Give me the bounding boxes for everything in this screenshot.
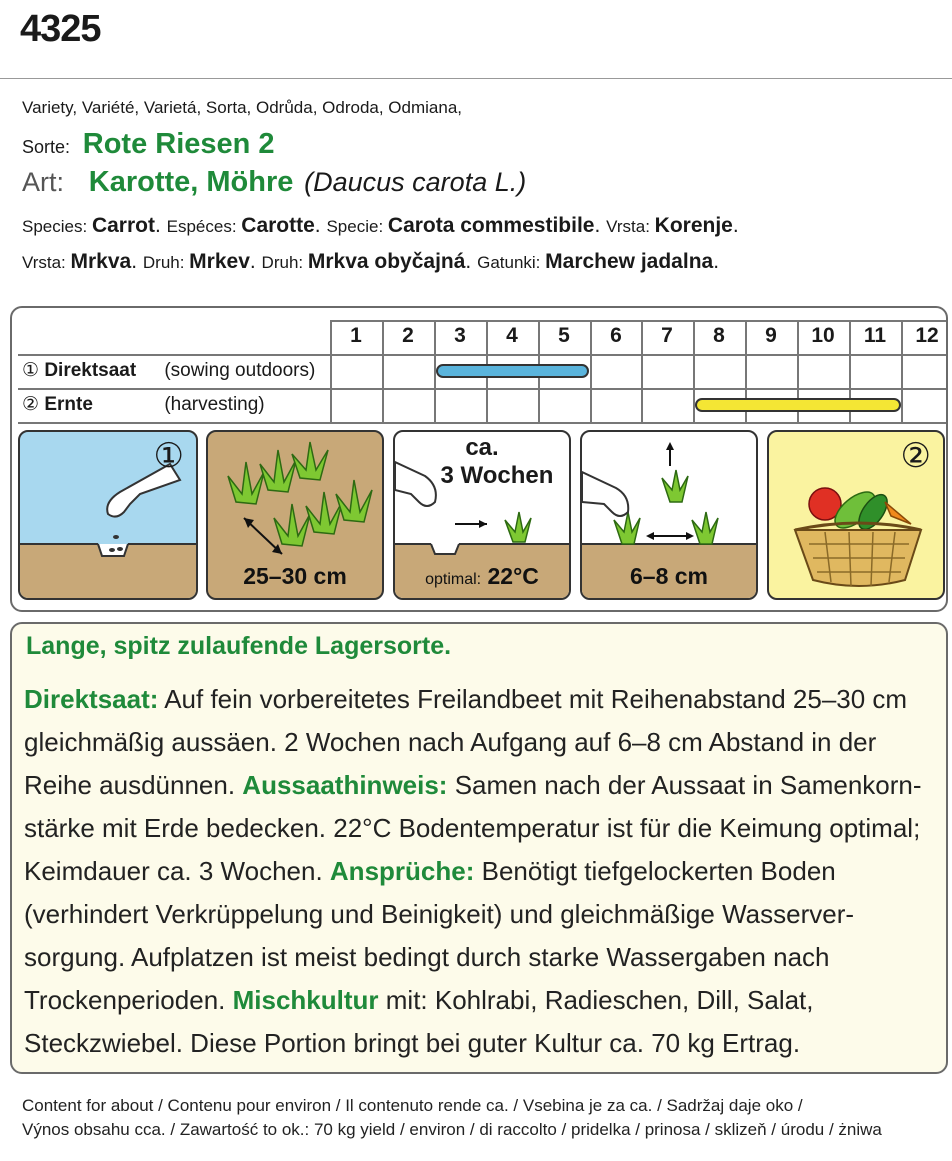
art-label: Art: (22, 167, 65, 197)
species-lang-label: Vrsta: (606, 217, 655, 236)
grid-line (18, 422, 946, 424)
month-label: 11 (863, 324, 887, 347)
description-text: mit: Kohlrabi, Radieschen, Dill, Salat, (378, 985, 814, 1015)
species-translations-2 (22, 250, 719, 274)
row-spacing-caption: 25–30 cm (243, 563, 347, 589)
month-label: 10 (811, 324, 835, 347)
row-translation: (harvesting) (164, 394, 265, 415)
species-lang-name: Mrkva obyčajná (307, 250, 466, 273)
species-separator: . (594, 214, 607, 237)
temperature-value: 22°C (487, 563, 539, 589)
species-lang-name: Carrot (91, 214, 155, 237)
temperature-label: optimal: (425, 571, 482, 588)
description-text: Benötigt tiefgelockerten Boden (474, 856, 836, 886)
row-activity: Direktsaat (44, 360, 137, 381)
month-label: 6 (610, 324, 622, 347)
art-row (22, 166, 526, 199)
description-heading: Aussaathinweis: (242, 770, 448, 800)
description-text: Steckzwiebel. Diese Portion bringt bei guter Kultur ca. 70 kg Ertrag. (24, 1028, 801, 1058)
row-activity: Ernte (44, 394, 93, 415)
variety-name: Rote Riesen 2 (82, 128, 275, 160)
description-line (24, 678, 934, 721)
calendar-row-label (22, 393, 265, 416)
species-lang-label: Species: (22, 217, 92, 236)
species-lang-label: Vrsta: (22, 253, 71, 272)
species-separator: . (154, 214, 167, 237)
description-line (24, 979, 934, 1022)
row-marker: ② (22, 394, 45, 415)
species-separator: . (713, 250, 720, 273)
species-translations-1 (22, 214, 739, 238)
description-text: Keimdauer ca. 3 Wochen. (24, 856, 330, 886)
header-divider (0, 78, 952, 79)
grid-line (18, 388, 946, 390)
month-label: 4 (506, 324, 518, 347)
grid-line (18, 354, 946, 356)
period-bar (436, 364, 590, 378)
description-text: Samen nach der Aussaat in Samenkorn- (447, 770, 922, 800)
description-line (24, 850, 934, 893)
description-text: (verhindert Verkrüppelung und Beinigkeit) und gleichmäßige Wasserver- (24, 899, 855, 929)
species-lang-label: Specie: (326, 217, 388, 236)
description-heading: Mischkultur (232, 985, 379, 1015)
panel-germination (393, 430, 571, 600)
month-label: 1 (350, 324, 362, 347)
month-label: 2 (402, 324, 414, 347)
calendar-row-label (22, 359, 315, 382)
germination-title-ca: ca. (465, 434, 499, 461)
month-label: 8 (713, 324, 725, 347)
description-text: sorgung. Aufplatzen ist meist bedingt durch starke Wassergaben nach (24, 942, 830, 972)
panel-thinning (580, 430, 758, 600)
description-line (24, 764, 934, 807)
month-label: 5 (558, 324, 570, 347)
footer-line-1: Content for about / Contenu pour environ / Il contenuto rende ca. / Vsebina je za ca. / Sadržaj daje oko / (22, 1096, 803, 1115)
species-lang-name: Mrkev (189, 250, 250, 273)
species-separator: . (249, 250, 262, 273)
species-lang-name: Carota commestibile (387, 214, 595, 237)
description-text: gleichmäßig aussäen. 2 Wochen nach Aufgang auf 6–8 cm Abstand in der (24, 727, 877, 757)
description-heading: Direktsaat: (24, 684, 159, 714)
month-label: 7 (661, 324, 673, 347)
step-marker-2: ② (900, 437, 931, 475)
species-lang-label: Druh: (142, 253, 190, 272)
species-separator: . (732, 214, 739, 237)
description-title: Lange, spitz zulaufende Lagersorte. (26, 632, 452, 660)
sorte-row (22, 128, 275, 161)
latin-name: (Daucus carota L.) (304, 167, 527, 197)
species-common-name: Karotte, Möhre (88, 166, 294, 198)
variety-line: Variety, Variété, Varietá, Sorta, Odrůda, Odroda, Odmiana, (22, 98, 463, 117)
plant-spacing-caption: 6–8 cm (629, 563, 708, 589)
month-label: 3 (454, 324, 466, 347)
species-lang-label: Gatunki: (477, 253, 546, 272)
footer-line-2: Výnos obsahu cca. / Zawartość to ok.: 70 kg yield / environ / di raccolto / pridelka / prinosa / sklizeň / úrodu / żniwa (22, 1120, 882, 1139)
species-lang-name: Carotte (241, 214, 315, 237)
species-lang-name: Mrkva (70, 250, 132, 273)
species-lang-name: Korenje (654, 214, 733, 237)
temperature-caption (395, 563, 569, 590)
panel-sowing (18, 430, 198, 600)
description-body (24, 678, 934, 1065)
month-label: 12 (915, 324, 939, 347)
description-heading: Ansprüche: (329, 856, 475, 886)
description-text: Reihe ausdünnen. (24, 770, 243, 800)
description-line (24, 893, 934, 936)
product-code: 4325 (20, 8, 101, 50)
species-separator: . (131, 250, 143, 273)
row-marker: ① (22, 360, 45, 381)
row-translation: (sowing outdoors) (164, 360, 316, 381)
species-lang-label: Druh: (261, 253, 308, 272)
month-label: 9 (765, 324, 777, 347)
species-separator: . (314, 214, 327, 237)
description-text: Trockenperioden. (24, 985, 233, 1015)
panel-harvest (767, 430, 945, 600)
germination-title-weeks: 3 Wochen (440, 462, 554, 489)
description-line (24, 936, 934, 979)
description-line (24, 807, 934, 850)
description-text: stärke mit Erde bedecken. 22°C Bodentemperatur ist für die Keimung optimal; (24, 813, 921, 843)
description-text: Auf fein vorbereitetes Freilandbeet mit Reihenabstand 25–30 cm (158, 684, 908, 714)
species-lang-name: Marchew jadalna (545, 250, 714, 273)
content-footer (22, 1094, 882, 1142)
species-separator: . (465, 250, 478, 273)
sorte-label: Sorte: (22, 137, 71, 157)
panel-row-spacing (206, 430, 384, 600)
step-marker-1: ① (153, 437, 184, 475)
description-line (24, 721, 934, 764)
species-lang-label: Espéces: (166, 217, 242, 236)
description-line (24, 1022, 934, 1065)
period-bar (695, 398, 901, 412)
